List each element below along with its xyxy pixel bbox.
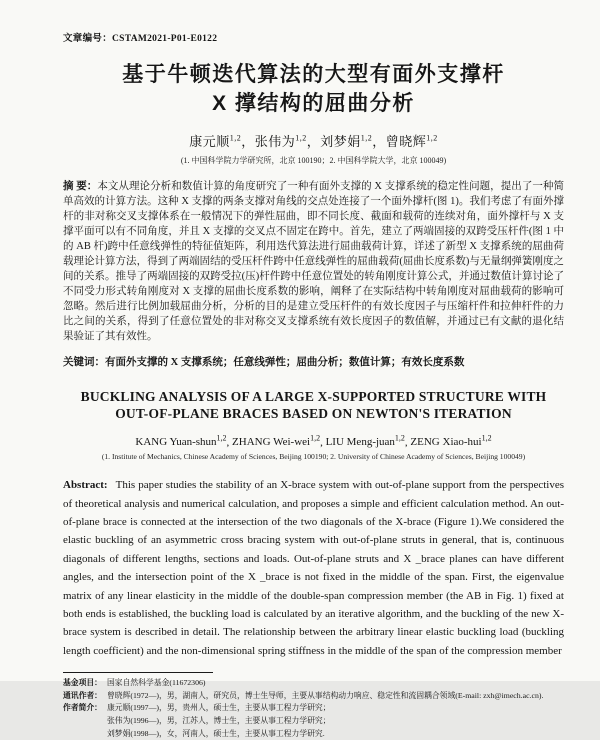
article-number bbox=[63, 30, 564, 44]
affiliation-en: (1. Institute of Mechanics, Chinese Academy of Sciences, Beijing 100190; 2. University of Chinese Academy of Sciences, Beijing 100049) bbox=[101, 452, 526, 462]
footnote-bio-line: 张伟为(1996—)，男，江苏人，博士生，主要从事工程力学研究； bbox=[107, 716, 331, 725]
author-affil-sup: 1,2 bbox=[481, 433, 492, 443]
footnote-separator-rule bbox=[63, 672, 213, 673]
author-separator: ， bbox=[306, 134, 321, 149]
author-cn: 康元顺$^{1,2}$ bbox=[189, 133, 242, 149]
footnote-bio-line: 康元顺(1997—)，男，贵州人，硕士生，主要从事工程力学研究； bbox=[107, 703, 331, 713]
keywords-cn-label: 关键词： bbox=[63, 356, 105, 368]
article-number-label: 文章编号： bbox=[63, 34, 113, 44]
paper-title-cn-line2: X 撑结构的屈曲分析 bbox=[212, 92, 415, 115]
author-cn: 曾晓辉$^{1,2}$ bbox=[385, 133, 438, 149]
author-affil-sup: 1,2 bbox=[360, 133, 373, 143]
abstract-cn-label: 摘 要： bbox=[63, 181, 98, 192]
abstract-cn-text: 本文从理论分析和数值计算的角度研究了一种有面外支撑的 X 支撑系统的稳定性问题，提出了一种简单高效的计算方法。这种 X 支撑的两条支撑对角线的交点处连接了一个面外撑杆(图 1)。我们考虑了有面外撑杆的非对称交叉支撑体系在一般情况下的弹性屈曲，即不同长度、截面和载荷的连续对角，面外撑杆与 X 支撑平面可以有不同角度，并且 X 支撑的交叉点不固定在跨中。首先，建立了两端固接的双跨受压杆件(图 1 中的 AB 杆)跨中任意线弹性的特征值矩阵，利用迭代算法进行屈曲载荷计算，详述了新型 X 支撑系统的屈曲荷载理论计算方法，得到了两端固结的受压杆件跨中任意线弹性的屈曲载荷(屈曲长度系数)与无量纲弹簧刚度之间的关系。推导了两端固接的双跨受拉(压)杆件跨中任意位置处的转角刚度计算公式，并通过数值计算讨论了不同受力形式转角刚度对 X 支撑的屈曲长度系数的影响，阐释了在实际结构中转角刚度对屈曲载荷的影响可忽略。然后进行比例加载屈曲分析，分析的目的是建立受压杆件的有效长度因子与压缩杆件和拉伸杆件的力比之间的关系，得到了任意位置处的非对称交叉支撑系统有效长度因子的数值解，并通过已有文献的退化结果验证了其有效性。 bbox=[63, 181, 564, 342]
affiliation-cn: (1. 中国科学院力学研究所，北京 100190；2. 中国科学院大学，北京 100049) bbox=[180, 156, 447, 165]
author-affil-sup: 1,2 bbox=[295, 133, 307, 143]
footnote-bio bbox=[63, 702, 564, 740]
paper-title-cn bbox=[63, 60, 564, 118]
author-en: ZHANG Wei-wei$^{1,2}$ bbox=[232, 433, 321, 449]
paper-title-en-line2: OUT-OF-PLANE BRACES BASED ON NEWTON'S ITERATION bbox=[115, 405, 512, 421]
paper-title-cn-line1: 基于牛顿迭代算法的大型有面外支撑杆 bbox=[122, 63, 505, 86]
abstract-en bbox=[63, 476, 564, 660]
footnote-fund-label: 基金项目： bbox=[63, 678, 102, 688]
keywords-cn bbox=[63, 355, 564, 370]
author-cn: 刘梦娟$^{1,2}$ bbox=[320, 133, 373, 149]
author-en: KANG Yuan-shun$^{1,2}$ bbox=[135, 433, 227, 449]
author-cn: 张伟为$^{1,2}$ bbox=[254, 133, 307, 149]
author-separator: ， bbox=[241, 134, 255, 149]
footnote-bio-line: 刘梦娟(1998—)，女，河南人，硕士生，主要从事工程力学研究. bbox=[107, 728, 325, 738]
footnote-bio-label: 作者简介： bbox=[63, 703, 102, 713]
author-affil-sup: 1,2 bbox=[229, 133, 242, 143]
abstract-en-label: Abstract: bbox=[63, 479, 108, 492]
footnote-fund-text: 国家自然科学基金(11672306) bbox=[107, 678, 206, 688]
author-affil-sup: 1,2 bbox=[394, 433, 405, 443]
author-affil-sup: 1,2 bbox=[426, 133, 438, 143]
keywords-cn-text: 有面外支撑的 X 支撑系统；任意线弹性；屈曲分析；数值计算；有效长度系数 bbox=[105, 356, 465, 368]
author-en: LIU Meng-juan$^{1,2}$ bbox=[325, 433, 405, 449]
abstract-cn bbox=[63, 179, 564, 344]
author-separator: , bbox=[320, 436, 326, 449]
author-en: ZENG Xiao-hui$^{1,2}$ bbox=[410, 433, 492, 449]
footnotes bbox=[63, 677, 564, 740]
paper-title-en-line1: BUCKLING ANALYSIS OF A LARGE X-SUPPORTED STRUCTURE WITH bbox=[80, 388, 547, 404]
paper-title-en bbox=[63, 388, 564, 422]
author-separator: ， bbox=[372, 134, 386, 149]
author-separator: , bbox=[404, 436, 411, 449]
footnote-corresponding-label: 通讯作者： bbox=[63, 690, 102, 700]
authors-cn bbox=[63, 131, 564, 150]
author-affil-sup: 1,2 bbox=[216, 433, 227, 443]
article-number-value: CSTAM2021-P01-E0122 bbox=[112, 34, 218, 44]
author-separator: , bbox=[226, 436, 233, 449]
footnote-fund bbox=[63, 677, 564, 690]
abstract-en-text: This paper studies the stability of an X-brace system with out-of-plane support from the perspectives of theoretical analysis and numerical calculation, and proposes a simple and efficient calculation method. An out-of-plane brace is connected at the intersection of the two diagonals of the X-brace (Figure 1).We considered the elastic buckling of an asymmetric cross bracing system with out-of-plane struts in general, that is, continuous diagonals of different lengths, sections and loads. Out-of-plane struts and X _brace planes can have different angles, and the intersection point of the X _brace is not fixed in the middle of the span. First, the eigenvalue matrix of any linear elasticity in the middle of the double-span compression member (the AB in Fig. 1) fixed at both ends is established, the buckling load is calculated by an iterative algorithm, and the buckling of the new X-brace system is described in detail. The relationship between the arbitrary linear elastic buckling load (buckling length coefficient) and the non-dimensional spring stiffness in the middle of the span of the compression member bbox=[63, 479, 564, 657]
author-affil-sup: 1,2 bbox=[310, 433, 321, 443]
footnote-corresponding bbox=[63, 690, 564, 703]
authors-en bbox=[63, 434, 564, 449]
footnote-corresponding-text: 曾晓辉(1972—)，男，湖南人，研究员，博士生导师，主要从事结构动力响应、稳定性和流固耦合领域(E-mail: zxh@imech.ac.cn). bbox=[107, 690, 544, 700]
